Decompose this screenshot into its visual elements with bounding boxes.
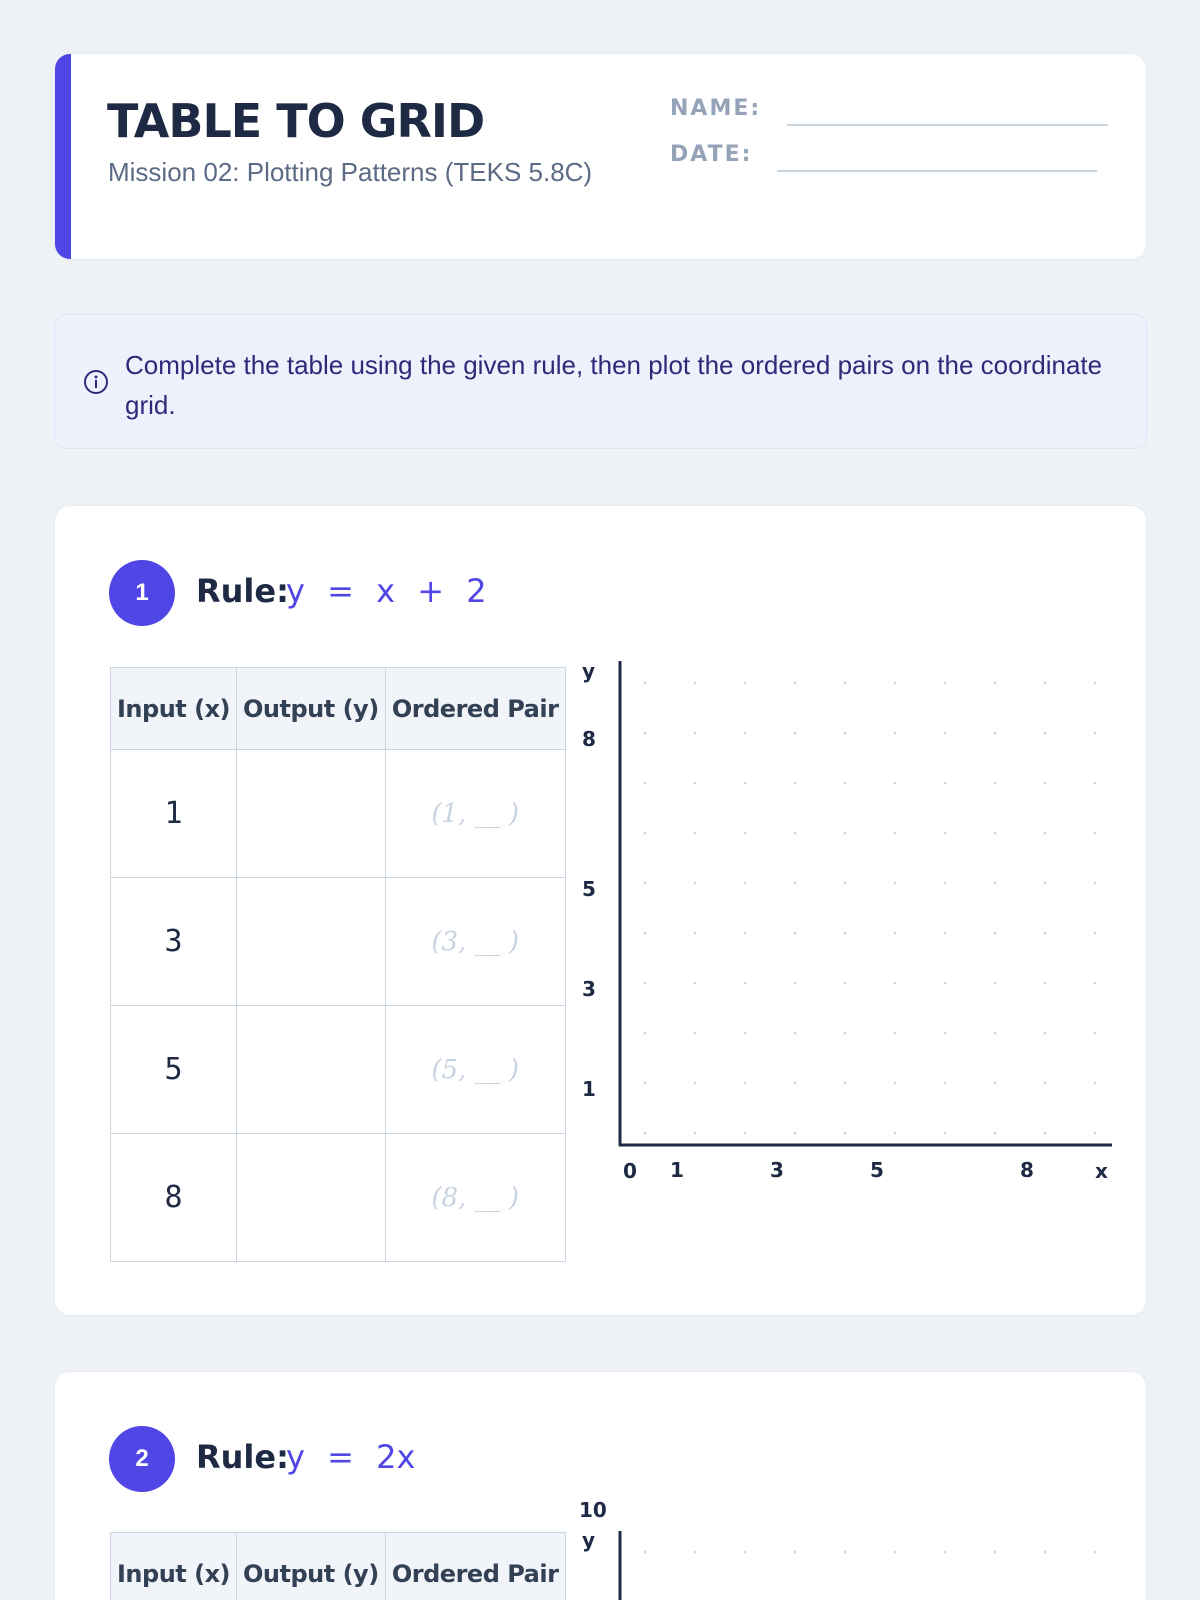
grid-point[interactable] (894, 1032, 897, 1035)
output-answer-cell[interactable] (237, 750, 386, 878)
worksheet-header (54, 53, 1147, 260)
grid-point[interactable] (894, 882, 897, 885)
grid-point[interactable] (844, 982, 847, 985)
grid-point[interactable] (994, 732, 997, 735)
x-tick-label-3: 3 (770, 1158, 784, 1182)
output-answer-cell[interactable] (237, 1006, 386, 1134)
grid-point[interactable] (794, 732, 797, 735)
grid-point[interactable] (944, 682, 947, 685)
grid-point[interactable] (1044, 982, 1047, 985)
y-tick-label-10: 10 (579, 1498, 607, 1522)
output-answer-cell[interactable] (237, 878, 386, 1006)
grid-point[interactable] (844, 1132, 847, 1135)
grid-point[interactable] (1094, 882, 1097, 885)
x-axis-label: x (1095, 1159, 1108, 1183)
grid-point[interactable] (944, 832, 947, 835)
grid-point[interactable] (994, 782, 997, 785)
y-tick-label-5: 5 (582, 877, 596, 901)
grid-point[interactable] (794, 682, 797, 685)
table-row (111, 878, 566, 1006)
grid-point[interactable] (894, 1082, 897, 1085)
grid-point[interactable] (794, 1132, 797, 1135)
grid-point[interactable] (1044, 782, 1047, 785)
grid-point[interactable] (994, 832, 997, 835)
grid-point[interactable] (694, 1032, 697, 1035)
grid-point[interactable] (694, 1132, 697, 1135)
column-header-ordered-pair: Ordered Pair (385, 668, 565, 750)
name-field[interactable] (787, 124, 1108, 126)
grid-point[interactable] (844, 932, 847, 935)
grid-point[interactable] (794, 832, 797, 835)
grid-point[interactable] (694, 682, 697, 685)
grid-point[interactable] (1094, 1082, 1097, 1085)
grid-point[interactable] (1094, 832, 1097, 835)
grid-point[interactable] (894, 982, 897, 985)
grid-point[interactable] (1094, 1551, 1097, 1554)
grid-point[interactable] (744, 832, 747, 835)
rule-expression: y = 2x (286, 1438, 416, 1476)
table-row (111, 1134, 566, 1262)
grid-point[interactable] (694, 732, 697, 735)
grid-point[interactable] (644, 982, 647, 985)
grid-point[interactable] (894, 932, 897, 935)
grid-point[interactable] (744, 782, 747, 785)
grid-point[interactable] (644, 932, 647, 935)
table-row (111, 750, 566, 878)
grid-point[interactable] (694, 882, 697, 885)
x-tick-label-1: 1 (670, 1158, 684, 1182)
x-tick-label-0: 0 (623, 1159, 637, 1183)
y-tick-label-1: 1 (582, 1077, 596, 1101)
input-cell: 1 (111, 750, 237, 878)
table-row (111, 1006, 566, 1134)
grid-point[interactable] (944, 782, 947, 785)
grid-point[interactable] (744, 882, 747, 885)
grid-point[interactable] (944, 1032, 947, 1035)
grid-point[interactable] (844, 682, 847, 685)
column-header-output: Output (y) (237, 668, 386, 750)
grid-point[interactable] (644, 782, 647, 785)
grid-point[interactable] (844, 1082, 847, 1085)
grid-point[interactable] (994, 682, 997, 685)
grid-point[interactable] (644, 732, 647, 735)
y-tick-label-3: 3 (582, 977, 596, 1001)
instructions-text: Complete the table using the given rule, then plot the ordered pairs on the coordinate grid. (125, 350, 1103, 420)
grid-point[interactable] (944, 882, 947, 885)
input-output-table (110, 667, 566, 1262)
grid-point[interactable] (894, 682, 897, 685)
grid-point[interactable] (644, 882, 647, 885)
grid-point[interactable] (744, 1132, 747, 1135)
grid-point[interactable] (644, 1132, 647, 1135)
grid-point[interactable] (694, 1082, 697, 1085)
grid-point[interactable] (994, 932, 997, 935)
grid-point[interactable] (1044, 1132, 1047, 1135)
grid-point[interactable] (794, 1082, 797, 1085)
grid-point[interactable] (844, 882, 847, 885)
y-axis-label: y (582, 659, 596, 683)
grid-point[interactable] (644, 832, 647, 835)
grid-point[interactable] (1044, 732, 1047, 735)
grid-point[interactable] (744, 1082, 747, 1085)
grid-point[interactable] (1044, 1082, 1047, 1085)
grid-point[interactable] (1044, 1032, 1047, 1035)
grid-point[interactable] (644, 682, 647, 685)
grid-point[interactable] (794, 1032, 797, 1035)
grid-point[interactable] (744, 1032, 747, 1035)
info-icon (83, 369, 109, 395)
grid-point[interactable] (794, 982, 797, 985)
grid-point[interactable] (944, 1082, 947, 1085)
grid-point[interactable] (894, 1551, 897, 1554)
grid-point[interactable] (844, 832, 847, 835)
grid-point[interactable] (694, 932, 697, 935)
ordered-pair-cell[interactable]: (3, __ ) (385, 878, 565, 1006)
grid-point[interactable] (844, 1032, 847, 1035)
grid-point[interactable] (1094, 732, 1097, 735)
grid-point[interactable] (644, 1032, 647, 1035)
grid-point[interactable] (794, 782, 797, 785)
grid-point[interactable] (844, 782, 847, 785)
grid-point[interactable] (894, 832, 897, 835)
x-tick-label-8: 8 (1020, 1158, 1034, 1182)
instructions-box (54, 314, 1147, 449)
date-label: DATE: (670, 142, 753, 167)
grid-point[interactable] (994, 1551, 997, 1554)
input-cell: 5 (111, 1006, 237, 1134)
grid-point[interactable] (1094, 982, 1097, 985)
grid-point[interactable] (644, 1082, 647, 1085)
header-accent-bar (55, 54, 71, 259)
name-label: NAME: (670, 96, 762, 121)
grid-point[interactable] (744, 982, 747, 985)
grid-point[interactable] (994, 1132, 997, 1135)
input-output-table (110, 1532, 566, 1600)
grid-point[interactable] (794, 1551, 797, 1554)
grid-point[interactable] (994, 982, 997, 985)
grid-point[interactable] (1094, 782, 1097, 785)
page-subtitle: Mission 02: Plotting Patterns (TEKS 5.8C) (108, 157, 593, 187)
grid-point[interactable] (744, 732, 747, 735)
grid-point[interactable] (894, 1132, 897, 1135)
grid-point[interactable] (944, 932, 947, 935)
grid-point[interactable] (944, 982, 947, 985)
date-field[interactable] (777, 170, 1097, 172)
grid-point[interactable] (694, 832, 697, 835)
output-answer-cell[interactable] (237, 1134, 386, 1262)
grid-point[interactable] (1044, 932, 1047, 935)
grid-point[interactable] (994, 1082, 997, 1085)
grid-point[interactable] (794, 882, 797, 885)
grid-point[interactable] (844, 732, 847, 735)
ordered-pair-cell[interactable]: (5, __ ) (385, 1006, 565, 1134)
grid-point[interactable] (944, 732, 947, 735)
column-header-input: Input (x) (111, 668, 237, 750)
grid-point[interactable] (994, 1032, 997, 1035)
grid-point[interactable] (1094, 932, 1097, 935)
column-header-input: Input (x) (111, 1533, 237, 1600)
grid-point[interactable] (744, 932, 747, 935)
problem-number-badge: 1 (109, 560, 175, 626)
grid-point[interactable] (944, 1132, 947, 1135)
grid-point[interactable] (694, 982, 697, 985)
coordinate-grid[interactable] (555, 646, 1115, 1206)
grid-point[interactable] (794, 932, 797, 935)
problem-card-2 (54, 1371, 1147, 1600)
grid-point[interactable] (1044, 1551, 1047, 1554)
y-axis-label: y (582, 1528, 596, 1552)
grid-point[interactable] (744, 682, 747, 685)
grid-point[interactable] (1094, 1032, 1097, 1035)
ordered-pair-cell[interactable]: (1, __ ) (385, 750, 565, 878)
grid-point[interactable] (1094, 1132, 1097, 1135)
input-cell: 3 (111, 878, 237, 1006)
problem-number-badge: 2 (109, 1426, 175, 1492)
x-tick-label-5: 5 (870, 1158, 884, 1182)
rule-label: Rule: (196, 572, 289, 610)
grid-point[interactable] (1044, 832, 1047, 835)
grid-point[interactable] (1094, 682, 1097, 685)
page-title: TABLE TO GRID (107, 94, 485, 148)
grid-point[interactable] (994, 882, 997, 885)
problem-card-1 (54, 505, 1147, 1316)
grid-point[interactable] (694, 1551, 697, 1554)
column-header-ordered-pair: Ordered Pair (385, 1533, 565, 1600)
coordinate-grid[interactable] (555, 1498, 1115, 1600)
rule-label: Rule: (196, 1438, 289, 1476)
grid-point[interactable] (894, 732, 897, 735)
column-header-output: Output (y) (237, 1533, 386, 1600)
grid-point[interactable] (1044, 682, 1047, 685)
grid-point[interactable] (844, 1551, 847, 1554)
grid-point[interactable] (944, 1551, 947, 1554)
grid-point[interactable] (744, 1551, 747, 1554)
grid-point[interactable] (1044, 882, 1047, 885)
y-tick-label-8: 8 (582, 727, 596, 751)
grid-point[interactable] (644, 1551, 647, 1554)
grid-point[interactable] (694, 782, 697, 785)
rule-expression: y = x + 2 (286, 572, 487, 610)
input-cell: 8 (111, 1134, 237, 1262)
grid-point[interactable] (894, 782, 897, 785)
ordered-pair-cell[interactable]: (8, __ ) (385, 1134, 565, 1262)
